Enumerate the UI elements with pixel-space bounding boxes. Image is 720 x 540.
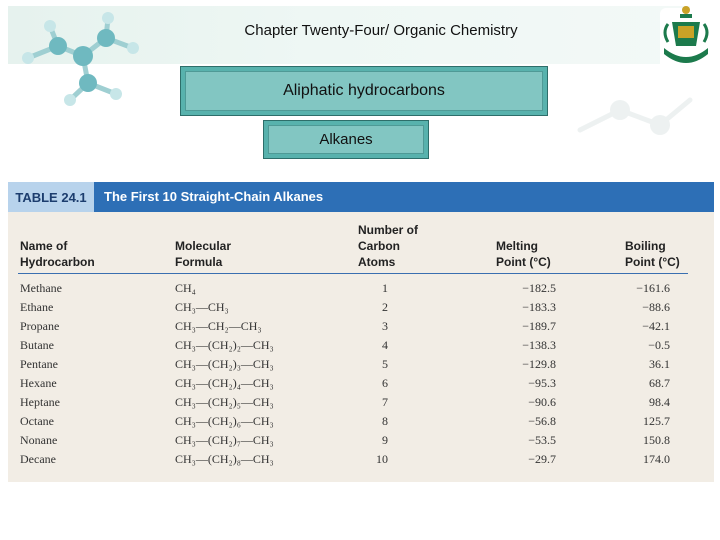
cell-formula: CH₃—CH₃ [175, 300, 229, 314]
cell-boiling: −42.1 [642, 319, 670, 333]
title-box [180, 66, 548, 116]
cell-boiling: 125.7 [643, 414, 670, 428]
cell-atoms: 3 [382, 319, 388, 333]
table-title-bar [8, 182, 714, 212]
table-row [8, 450, 714, 469]
cell-boiling: 150.8 [643, 433, 670, 447]
header-atoms: Number of Carbon Atoms [358, 223, 418, 269]
cell-formula: CH₃—(CH₂)₃—CH₃ [175, 357, 274, 371]
table-number: TABLE 24.1 [8, 182, 94, 212]
table-row [8, 431, 714, 450]
table-row [8, 374, 714, 393]
cell-formula: CH₃—(CH₂)₇—CH₃ [175, 433, 274, 447]
cell-melting: −53.5 [528, 433, 556, 447]
cell-name: Pentane [20, 357, 58, 371]
cell-boiling: −0.5 [648, 338, 670, 352]
cell-boiling: 68.7 [649, 376, 670, 390]
cell-melting: −29.7 [528, 452, 556, 466]
cell-atoms: 8 [382, 414, 388, 428]
cell-formula: CH₃—(CH₂)₅—CH₃ [175, 395, 274, 409]
cell-melting: −138.3 [522, 338, 556, 352]
chapter-title: Chapter Twenty-Four/ Organic Chemistry [244, 22, 518, 39]
cell-atoms: 6 [382, 376, 388, 390]
cell-name: Decane [20, 452, 56, 466]
title-box-label: Aliphatic hydrocarbons [185, 71, 543, 111]
subtitle-box [263, 120, 429, 159]
cell-name: Methane [20, 281, 62, 295]
cell-melting: −90.6 [528, 395, 556, 409]
cell-formula: CH₃—(CH₂)₄—CH₃ [175, 376, 274, 390]
cell-formula: CH₃—(CH₂)₆—CH₃ [175, 414, 274, 428]
cell-melting: −183.3 [522, 300, 556, 314]
cell-formula: CH₄ [175, 281, 196, 295]
cell-atoms: 10 [376, 452, 388, 466]
cell-name: Nonane [20, 433, 58, 447]
cell-atoms: 1 [382, 281, 388, 295]
cell-melting: −129.8 [522, 357, 556, 371]
table-row [8, 336, 714, 355]
cell-atoms: 4 [382, 338, 388, 352]
subtitle-box-label: Alkanes [268, 125, 424, 154]
cell-name: Hexane [20, 376, 57, 390]
cell-formula: CH₃—(CH₂)₂—CH₃ [175, 338, 274, 352]
header-rule [18, 273, 688, 274]
cell-boiling: 174.0 [643, 452, 670, 466]
table-row [8, 317, 714, 336]
faint-molecule-icon [560, 70, 710, 180]
cell-boiling: −161.6 [636, 281, 670, 295]
cell-atoms: 7 [382, 395, 388, 409]
cell-name: Heptane [20, 395, 60, 409]
table-row [8, 412, 714, 431]
cell-atoms: 9 [382, 433, 388, 447]
table-caption: The First 10 Straight-Chain Alkanes [104, 189, 324, 204]
header-name: Name of Hydrocarbon [20, 239, 95, 269]
cell-boiling: 36.1 [649, 357, 670, 371]
cell-name: Butane [20, 338, 54, 352]
cell-formula: CH₃—CH₂—CH₃ [175, 319, 262, 333]
header-boiling: Boiling Point (°C) [625, 239, 680, 269]
table-row [8, 355, 714, 374]
cell-melting: −56.8 [528, 414, 556, 428]
cell-melting: −189.7 [522, 319, 556, 333]
cell-boiling: −88.6 [642, 300, 670, 314]
cell-melting: −182.5 [522, 281, 556, 295]
cell-name: Octane [20, 414, 54, 428]
table-row [8, 393, 714, 412]
header-melting: Melting Point (°C) [496, 239, 551, 269]
header-formula: Molecular Formula [175, 239, 232, 269]
cell-atoms: 5 [382, 357, 388, 371]
cell-boiling: 98.4 [649, 395, 670, 409]
table-row [8, 279, 714, 298]
alkanes-table [8, 182, 714, 482]
cell-melting: −95.3 [528, 376, 556, 390]
cell-name: Propane [20, 319, 60, 333]
table-row [8, 298, 714, 317]
cell-atoms: 2 [382, 300, 388, 314]
cell-name: Ethane [20, 300, 54, 314]
cell-formula: CH₃—(CH₂)₈—CH₃ [175, 452, 274, 466]
university-logo-icon [658, 2, 714, 74]
